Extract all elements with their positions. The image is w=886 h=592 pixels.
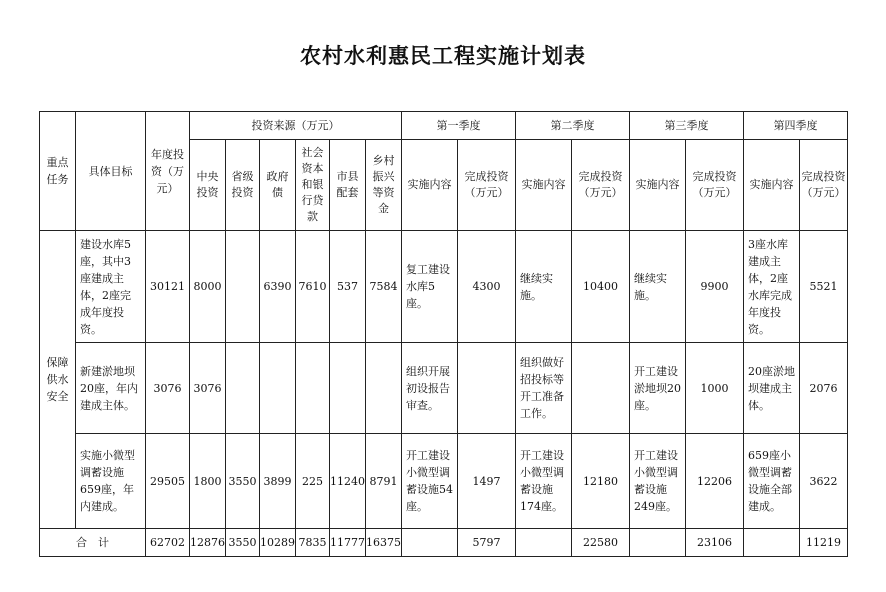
q2-content-cell: 继续实施。 <box>516 231 572 343</box>
q3-invest-cell: 1000 <box>686 343 744 434</box>
header-source-group: 投资来源（万元） <box>190 112 402 140</box>
q3-content-cell: 继续实施。 <box>630 231 686 343</box>
q3-invest-cell: 9900 <box>686 231 744 343</box>
q4-invest-cell: 5521 <box>800 231 848 343</box>
source-cell: 537 <box>330 231 366 343</box>
header-source-social: 社会资本和银行贷款 <box>296 140 330 231</box>
source-cell: 7610 <box>296 231 330 343</box>
q2-content-cell: 开工建设小微型调蓄设施174座。 <box>516 434 572 529</box>
total-source: 11777 <box>330 529 366 557</box>
source-cell: 7584 <box>366 231 402 343</box>
source-cell <box>226 343 260 434</box>
table-row <box>40 343 848 434</box>
q2-invest-cell: 12180 <box>572 434 630 529</box>
header-key-task: 重点任务 <box>40 112 76 231</box>
header-source-central: 中央投资 <box>190 140 226 231</box>
annual-cell: 3076 <box>146 343 190 434</box>
header-q4-invest: 完成投资（万元） <box>800 140 848 231</box>
source-cell <box>366 343 402 434</box>
total-source: 16375 <box>366 529 402 557</box>
target-cell: 新建淤地坝20座，年内建成主体。 <box>76 343 146 434</box>
source-cell <box>260 343 296 434</box>
task-name: 保障供水安全 <box>40 231 76 529</box>
plan-table <box>39 111 848 557</box>
header-source-county: 市县配套 <box>330 140 366 231</box>
header-q2-invest: 完成投资（万元） <box>572 140 630 231</box>
header-source-province: 省级投资 <box>226 140 260 231</box>
total-source: 7835 <box>296 529 330 557</box>
header-q2: 第二季度 <box>516 112 630 140</box>
header-q3-content: 实施内容 <box>630 140 686 231</box>
header-q3-invest: 完成投资（万元） <box>686 140 744 231</box>
source-cell <box>330 343 366 434</box>
total-q3-invest: 23106 <box>686 529 744 557</box>
total-q4-content <box>744 529 800 557</box>
total-annual: 62702 <box>146 529 190 557</box>
q1-invest-cell: 1497 <box>458 434 516 529</box>
q4-invest-cell: 2076 <box>800 343 848 434</box>
annual-cell: 29505 <box>146 434 190 529</box>
table-row <box>40 434 848 529</box>
q2-invest-cell: 10400 <box>572 231 630 343</box>
q1-invest-cell <box>458 343 516 434</box>
header-q4-content: 实施内容 <box>744 140 800 231</box>
q1-invest-cell: 4300 <box>458 231 516 343</box>
q1-content-cell: 复工建设水库5座。 <box>402 231 458 343</box>
q3-content-cell: 开工建设小微型调蓄设施249座。 <box>630 434 686 529</box>
q4-content-cell: 20座淤地坝建成主体。 <box>744 343 800 434</box>
source-cell: 225 <box>296 434 330 529</box>
source-cell: 8000 <box>190 231 226 343</box>
header-q3: 第三季度 <box>630 112 744 140</box>
source-cell: 3076 <box>190 343 226 434</box>
header-q4: 第四季度 <box>744 112 848 140</box>
total-source: 3550 <box>226 529 260 557</box>
target-cell: 建设水库5座，其中3座建成主体，2座完成年度投资。 <box>76 231 146 343</box>
q1-content-cell: 组织开展初设报告审查。 <box>402 343 458 434</box>
source-cell: 3899 <box>260 434 296 529</box>
q2-content-cell: 组织做好招投标等开工准备工作。 <box>516 343 572 434</box>
source-cell <box>226 231 260 343</box>
source-cell: 1800 <box>190 434 226 529</box>
header-annual-invest: 年度投资（万元） <box>146 112 190 231</box>
total-q4-invest: 11219 <box>800 529 848 557</box>
header-q1-invest: 完成投资（万元） <box>458 140 516 231</box>
header-q2-content: 实施内容 <box>516 140 572 231</box>
total-row <box>40 529 848 557</box>
q2-invest-cell <box>572 343 630 434</box>
header-target: 具体目标 <box>76 112 146 231</box>
header-source-govbond: 政府债 <box>260 140 296 231</box>
q1-content-cell: 开工建设小微型调蓄设施54座。 <box>402 434 458 529</box>
total-q3-content <box>630 529 686 557</box>
header-row-1 <box>40 112 848 140</box>
total-q2-content <box>516 529 572 557</box>
q3-content-cell: 开工建设淤地坝20座。 <box>630 343 686 434</box>
header-q1-content: 实施内容 <box>402 140 458 231</box>
table-row <box>40 231 848 343</box>
total-q1-invest: 5797 <box>458 529 516 557</box>
q4-content-cell: 3座水库建成主体，2座水库完成年度投资。 <box>744 231 800 343</box>
source-cell: 11240 <box>330 434 366 529</box>
total-source: 12876 <box>190 529 226 557</box>
target-cell: 实施小微型调蓄设施659座，年内建成。 <box>76 434 146 529</box>
source-cell: 3550 <box>226 434 260 529</box>
source-cell <box>296 343 330 434</box>
q4-invest-cell: 3622 <box>800 434 848 529</box>
total-q1-content <box>402 529 458 557</box>
source-cell: 8791 <box>366 434 402 529</box>
header-source-rural: 乡村振兴等资金 <box>366 140 402 231</box>
page-title: 农村水利惠民工程实施计划表 <box>300 43 586 68</box>
q4-content-cell: 659座小微型调蓄设施全部建成。 <box>744 434 800 529</box>
q3-invest-cell: 12206 <box>686 434 744 529</box>
source-cell: 6390 <box>260 231 296 343</box>
total-q2-invest: 22580 <box>572 529 630 557</box>
annual-cell: 30121 <box>146 231 190 343</box>
total-source: 10289 <box>260 529 296 557</box>
total-label: 合 计 <box>40 529 146 557</box>
header-q1: 第一季度 <box>402 112 516 140</box>
